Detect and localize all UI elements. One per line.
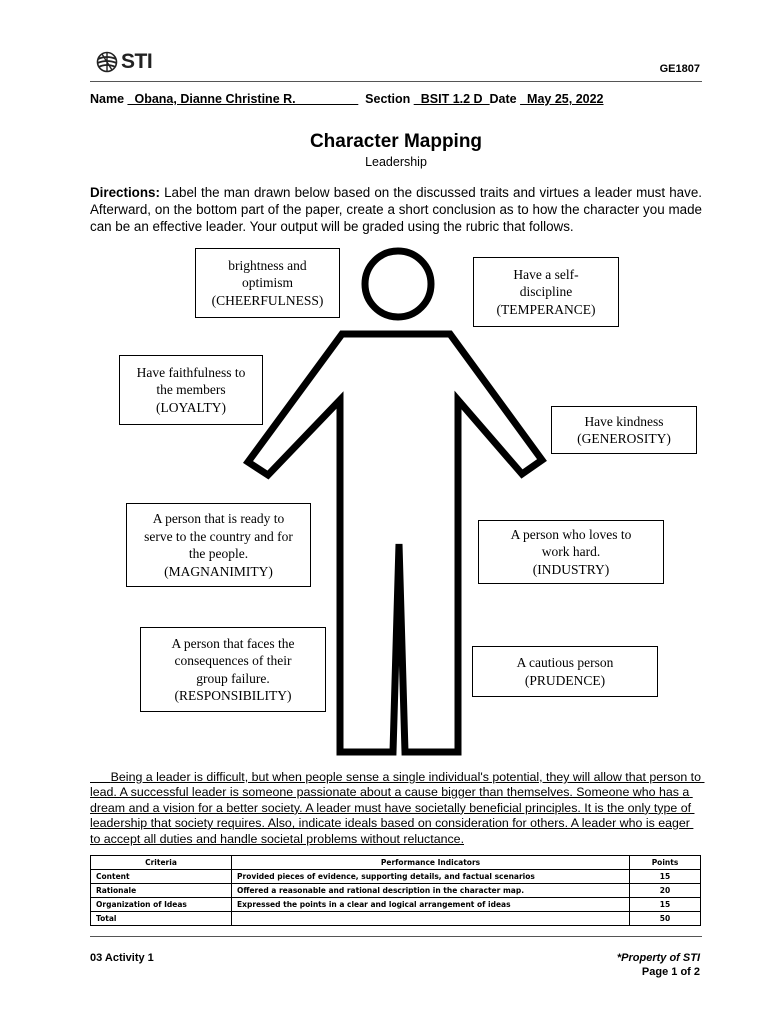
student-info-line: [90, 92, 702, 106]
date-label: Date: [489, 92, 517, 106]
section-value: _BSIT 1.2 D_: [413, 92, 490, 106]
trait-name: (INDUSTRY): [532, 561, 610, 577]
directions-text: Label the man drawn below based on the discussed traits and virtues a leader must have. Afterward, on the bottom part of the paper, create a short conclusion as to how the character you made can be an effective leader. Your output will be graded using the rubric that follows.: [90, 185, 702, 234]
trait-text: group failure.: [196, 670, 270, 686]
header-rule: [90, 81, 702, 82]
footer-rule: [90, 936, 702, 937]
trait-text: A cautious person: [516, 655, 614, 670]
trait-name: (RESPONSIBILITY): [174, 688, 292, 703]
directions-label: Directions:: [90, 185, 160, 200]
trait-text: A person that faces the: [171, 635, 295, 651]
page-title: Character Mapping: [309, 131, 483, 152]
trait-text: serve to the country and for: [144, 528, 293, 544]
criteria-cell: Content: [91, 870, 232, 884]
trait-text: brightness and: [228, 257, 307, 273]
page-number: Page 1 of 2: [641, 966, 700, 978]
table-row: [91, 898, 701, 912]
trait-text: the people.: [188, 546, 249, 561]
column-header: Performance Indicators: [232, 856, 630, 870]
trait-text: Have faithfulness to: [136, 364, 246, 380]
trait-text: optimism: [241, 275, 293, 291]
points-cell: 20: [630, 884, 701, 898]
trait-box-temperance: [473, 257, 619, 327]
total-label: Total: [91, 912, 232, 926]
trait-text: the members: [156, 382, 226, 398]
page-subtitle: Leadership: [365, 155, 427, 169]
trait-text: A person that is ready to: [152, 511, 285, 526]
conclusion-paragraph: Being a leader is difficult, but when people sense a single individual's potential, they will allow that person to lead. A successful leader is someone passionate about a cause bigger than themselves. Someone who has a dream and a vision for a better society. A leader must have societally beneficial principles. It is the only type of leadership that society requires. Also, indicate ideals based on consideration for others. A leader who is eager to accept all duties and handle societal problems without reluctance.: [90, 770, 705, 846]
table-header-row: [91, 856, 701, 870]
logo-text: STI: [121, 50, 153, 73]
trait-name: (PRUDENCE): [524, 672, 606, 688]
trait-name: (GENEROSITY): [577, 431, 671, 446]
criteria-cell: Organization of Ideas: [91, 898, 232, 912]
total-spacer: [232, 912, 630, 926]
table-total-row: [91, 912, 701, 926]
table-row: [91, 870, 701, 884]
trait-name: (TEMPERANCE): [496, 301, 596, 317]
name-label: Name: [90, 92, 125, 106]
table-row: [91, 884, 701, 898]
name-value: _Obana, Dianne Christine R._________: [127, 92, 359, 106]
sti-logo: [96, 50, 152, 74]
column-header: Points: [630, 856, 701, 870]
rubric-table: [90, 855, 701, 926]
criteria-cell: Rationale: [91, 884, 232, 898]
trait-box-cheerfulness: [195, 248, 340, 318]
trait-box-loyalty: [119, 355, 263, 425]
property-label: *Property of STI: [616, 952, 700, 964]
globe-icon: [96, 51, 118, 73]
section-label: Section: [365, 92, 411, 106]
trait-box-responsibility: [140, 627, 326, 712]
trait-text: discipline: [519, 284, 573, 300]
figure-head: [365, 251, 431, 317]
trait-text: Have a self-: [513, 266, 579, 282]
trait-text: work hard.: [541, 544, 601, 560]
trait-name: (CHEERFULNESS): [211, 292, 324, 308]
trait-name: (LOYALTY): [156, 399, 226, 415]
trait-box-industry: [478, 520, 664, 584]
indicator-cell: Expressed the points in a clear and logical arrangement of ideas: [232, 898, 630, 912]
trait-box-prudence: [472, 646, 658, 697]
trait-text: consequences of their: [174, 653, 292, 668]
trait-name: (MAGNANIMITY): [164, 563, 273, 579]
trait-box-generosity: [551, 406, 697, 454]
indicator-cell: Provided pieces of evidence, supporting details, and factual scenarios: [232, 870, 630, 884]
course-code: GE1807: [659, 63, 700, 75]
indicator-cell: Offered a reasonable and rational description in the character map.: [232, 884, 630, 898]
column-header: Criteria: [91, 856, 232, 870]
points-cell: 15: [630, 870, 701, 884]
trait-text: A person who loves to: [510, 526, 632, 542]
total-points: 50: [630, 912, 701, 926]
date-value: _May 25, 2022: [520, 92, 604, 106]
trait-text: Have kindness: [584, 413, 664, 429]
trait-box-magnanimity: [126, 503, 311, 587]
directions-paragraph: [90, 184, 702, 235]
activity-label: 03 Activity 1: [90, 952, 154, 964]
points-cell: 15: [630, 898, 701, 912]
